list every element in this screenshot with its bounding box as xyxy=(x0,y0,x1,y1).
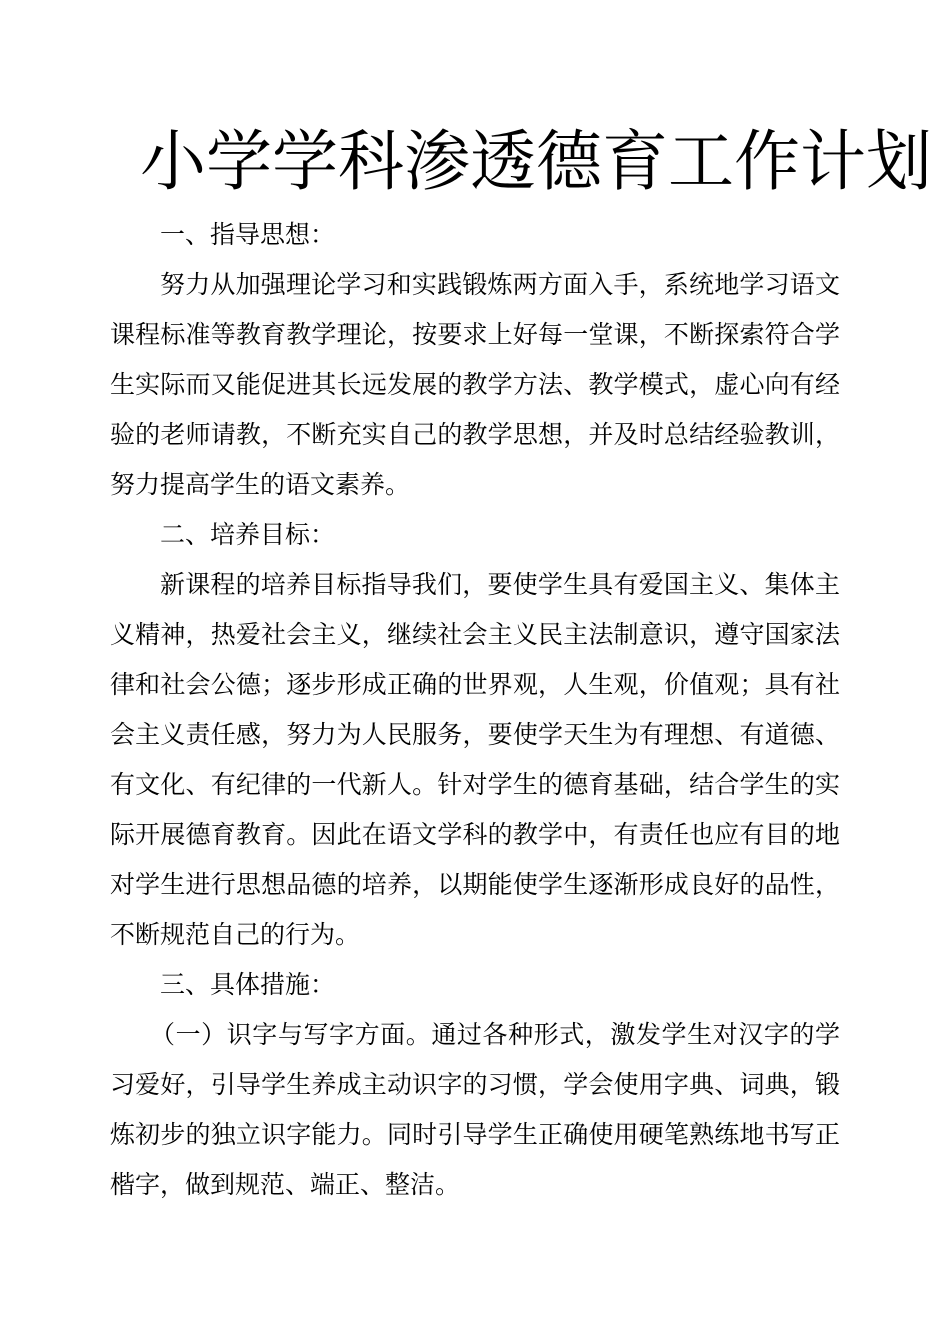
section-heading-guiding-thought: 一、指导思想： xyxy=(160,220,336,249)
document-title: 小学学科渗透德育工作计划 xyxy=(140,123,932,201)
section-heading-specific-measures: 三、具体措施： xyxy=(160,970,336,999)
document-body xyxy=(110,210,840,1210)
section-paragraph-guiding-thought: 努力从加强理论学习和实践锻炼两方面入手，系统地学习语文课程标准等教育教学理论，按要求上好每一堂课，不断探索符合学生实际而又能促进其长远发展的教学方法、教学模式，虚心向有经验的老师请教，不断充实自己的教学思想，并及时总结经验教训，努力提高学生的语文素养。 xyxy=(110,270,840,499)
section-paragraph-training-goals: 新课程的培养目标指导我们，要使学生具有爱国主义、集体主义精神，热爱社会主义，继续社会主义民主法制意识，遵守国家法律和社会公德；逐步形成正确的世界观，人生观，价值观；具有社会主义责任感，努力为人民服务，要使学天生为有理想、有道德、有文化、有纪律的一代新人。针对学生的德育基础，结合学生的实际开展德育教育。因此在语文学科的教学中，有责任也应有目的地对学生进行思想品德的培养，以期能使学生逐渐形成良好的品性，不断规范自己的行为。 xyxy=(110,570,840,949)
section-paragraph-specific-measures: （一）识字与写字方面。通过各种形式，激发学生对汉字的学习爱好，引导学生养成主动识字的习惯，学会使用字典、词典，锻炼初步的独立识字能力。同时引导学生正确使用硬笔熟练地书写正楷字，做到规范、端正、整洁。 xyxy=(110,1020,840,1199)
section-heading-training-goals: 二、培养目标： xyxy=(160,520,336,549)
